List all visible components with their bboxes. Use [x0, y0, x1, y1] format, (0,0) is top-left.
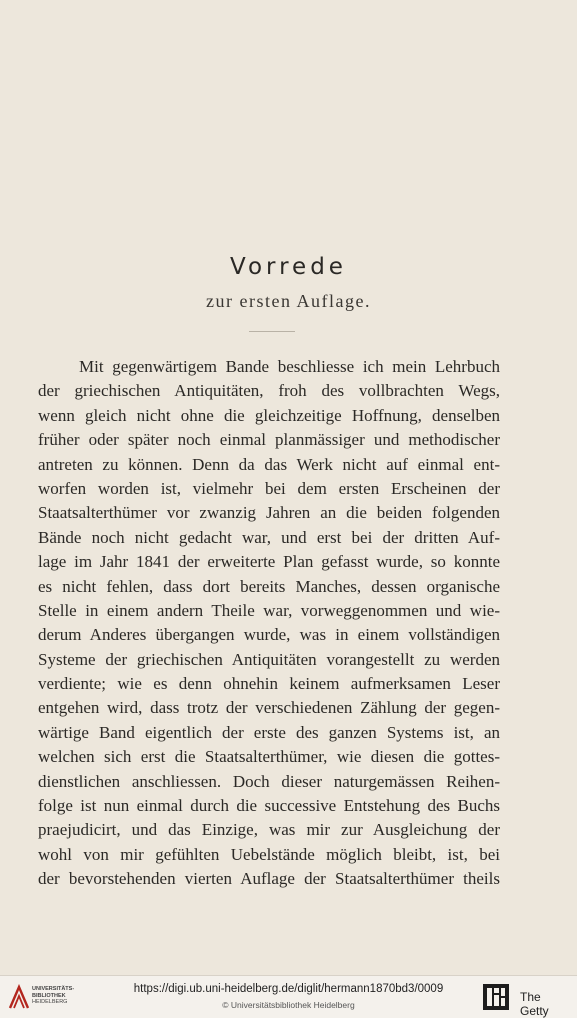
text-line: verdiente; wie es denn ohnehin keinem aufmerksamen Leser — [38, 674, 500, 694]
text-line: der bevorstehenden vierten Auflage der Staatsalterthümer theils — [38, 869, 500, 889]
text-line: Systeme der griechischen Antiquitäten vorangestellt zu werden — [38, 649, 500, 669]
viewer-footer — [0, 975, 577, 1018]
getty-mark-icon — [482, 983, 510, 1011]
page-subtitle: zur ersten Auflage. — [206, 291, 371, 311]
text-line: Staatsalterthümer vor zwanzig Jahren an die beiden folgenden — [38, 503, 500, 523]
university-library-logo-line: BIBLIOTHEK — [32, 992, 66, 999]
text-line: welchen sich erst die Staatsalterthümer, wie diesen die gottes- — [38, 747, 500, 767]
permalink-url[interactable]: https://digi.ub.uni-heidelberg.de/diglit/hermann1870bd3/0009 — [133, 983, 444, 995]
getty-logo-text: The Getty — [520, 990, 549, 1018]
text-line: Mit gegenwärtigem Bande beschliesse ich mein Lehrbuch — [79, 357, 500, 376]
university-library-logo-line: HEIDELBERG — [32, 999, 68, 1005]
text-line: wärtige Band eigentlich der erste des ganzen Systems ist, an — [38, 722, 500, 742]
text-line: Stelle in einem andern Theile war, vorweggenommen und wie- — [38, 600, 500, 620]
getty-logo[interactable] — [482, 983, 572, 1018]
university-library-logo-line: UNIVERSITÄTS- — [32, 986, 75, 992]
text-line: lage im Jahr 1841 der erweiterte Plan gefasst wurde, so konnte — [38, 552, 500, 572]
text-line: antreten zu können. Denn da das Werk nicht auf einmal ent- — [38, 454, 500, 474]
divider-rule — [249, 331, 295, 332]
text-line: entgehen wird, dass trotz der verschiedenen Zählung der gegen- — [38, 698, 500, 718]
text-line: der griechischen Antiquitäten, froh des vollbrachten Wegs, — [38, 381, 500, 401]
text-line: früher oder später noch einmal planmässiger und methodischer — [38, 430, 500, 450]
text-line: wohl von mir gefühlten Uebelstände möglich bleibt, ist, bei — [38, 844, 500, 864]
text-line: dienstlichen anschliessen. Doch dieser naturgemässen Reihen- — [38, 771, 500, 791]
copyright-notice: © Universitätsbibliothek Heidelberg — [222, 1000, 355, 1010]
text-line: es nicht fehlen, dass dort bereits Manches, dessen organische — [38, 576, 500, 596]
body-paragraph — [38, 355, 500, 892]
text-line: derum Anderes übergangen wurde, was in einem vollständigen — [38, 625, 500, 645]
text-line: worfen worden ist, vielmehr bei dem ersten Erscheinen der — [38, 478, 500, 498]
text-line: wenn gleich nicht ohne die gleichzeitige Hoffnung, denselben — [38, 405, 500, 425]
page-title: Vorrede — [230, 254, 347, 280]
text-line: Bände noch nicht gedacht war, und erst bei der dritten Auf- — [38, 527, 500, 547]
text-line: folge ist nun einmal durch die successive Entstehung des Buchs — [38, 796, 500, 816]
text-line: praejudicirt, und das Einzige, was mir zur Ausgleichung der — [38, 820, 500, 840]
